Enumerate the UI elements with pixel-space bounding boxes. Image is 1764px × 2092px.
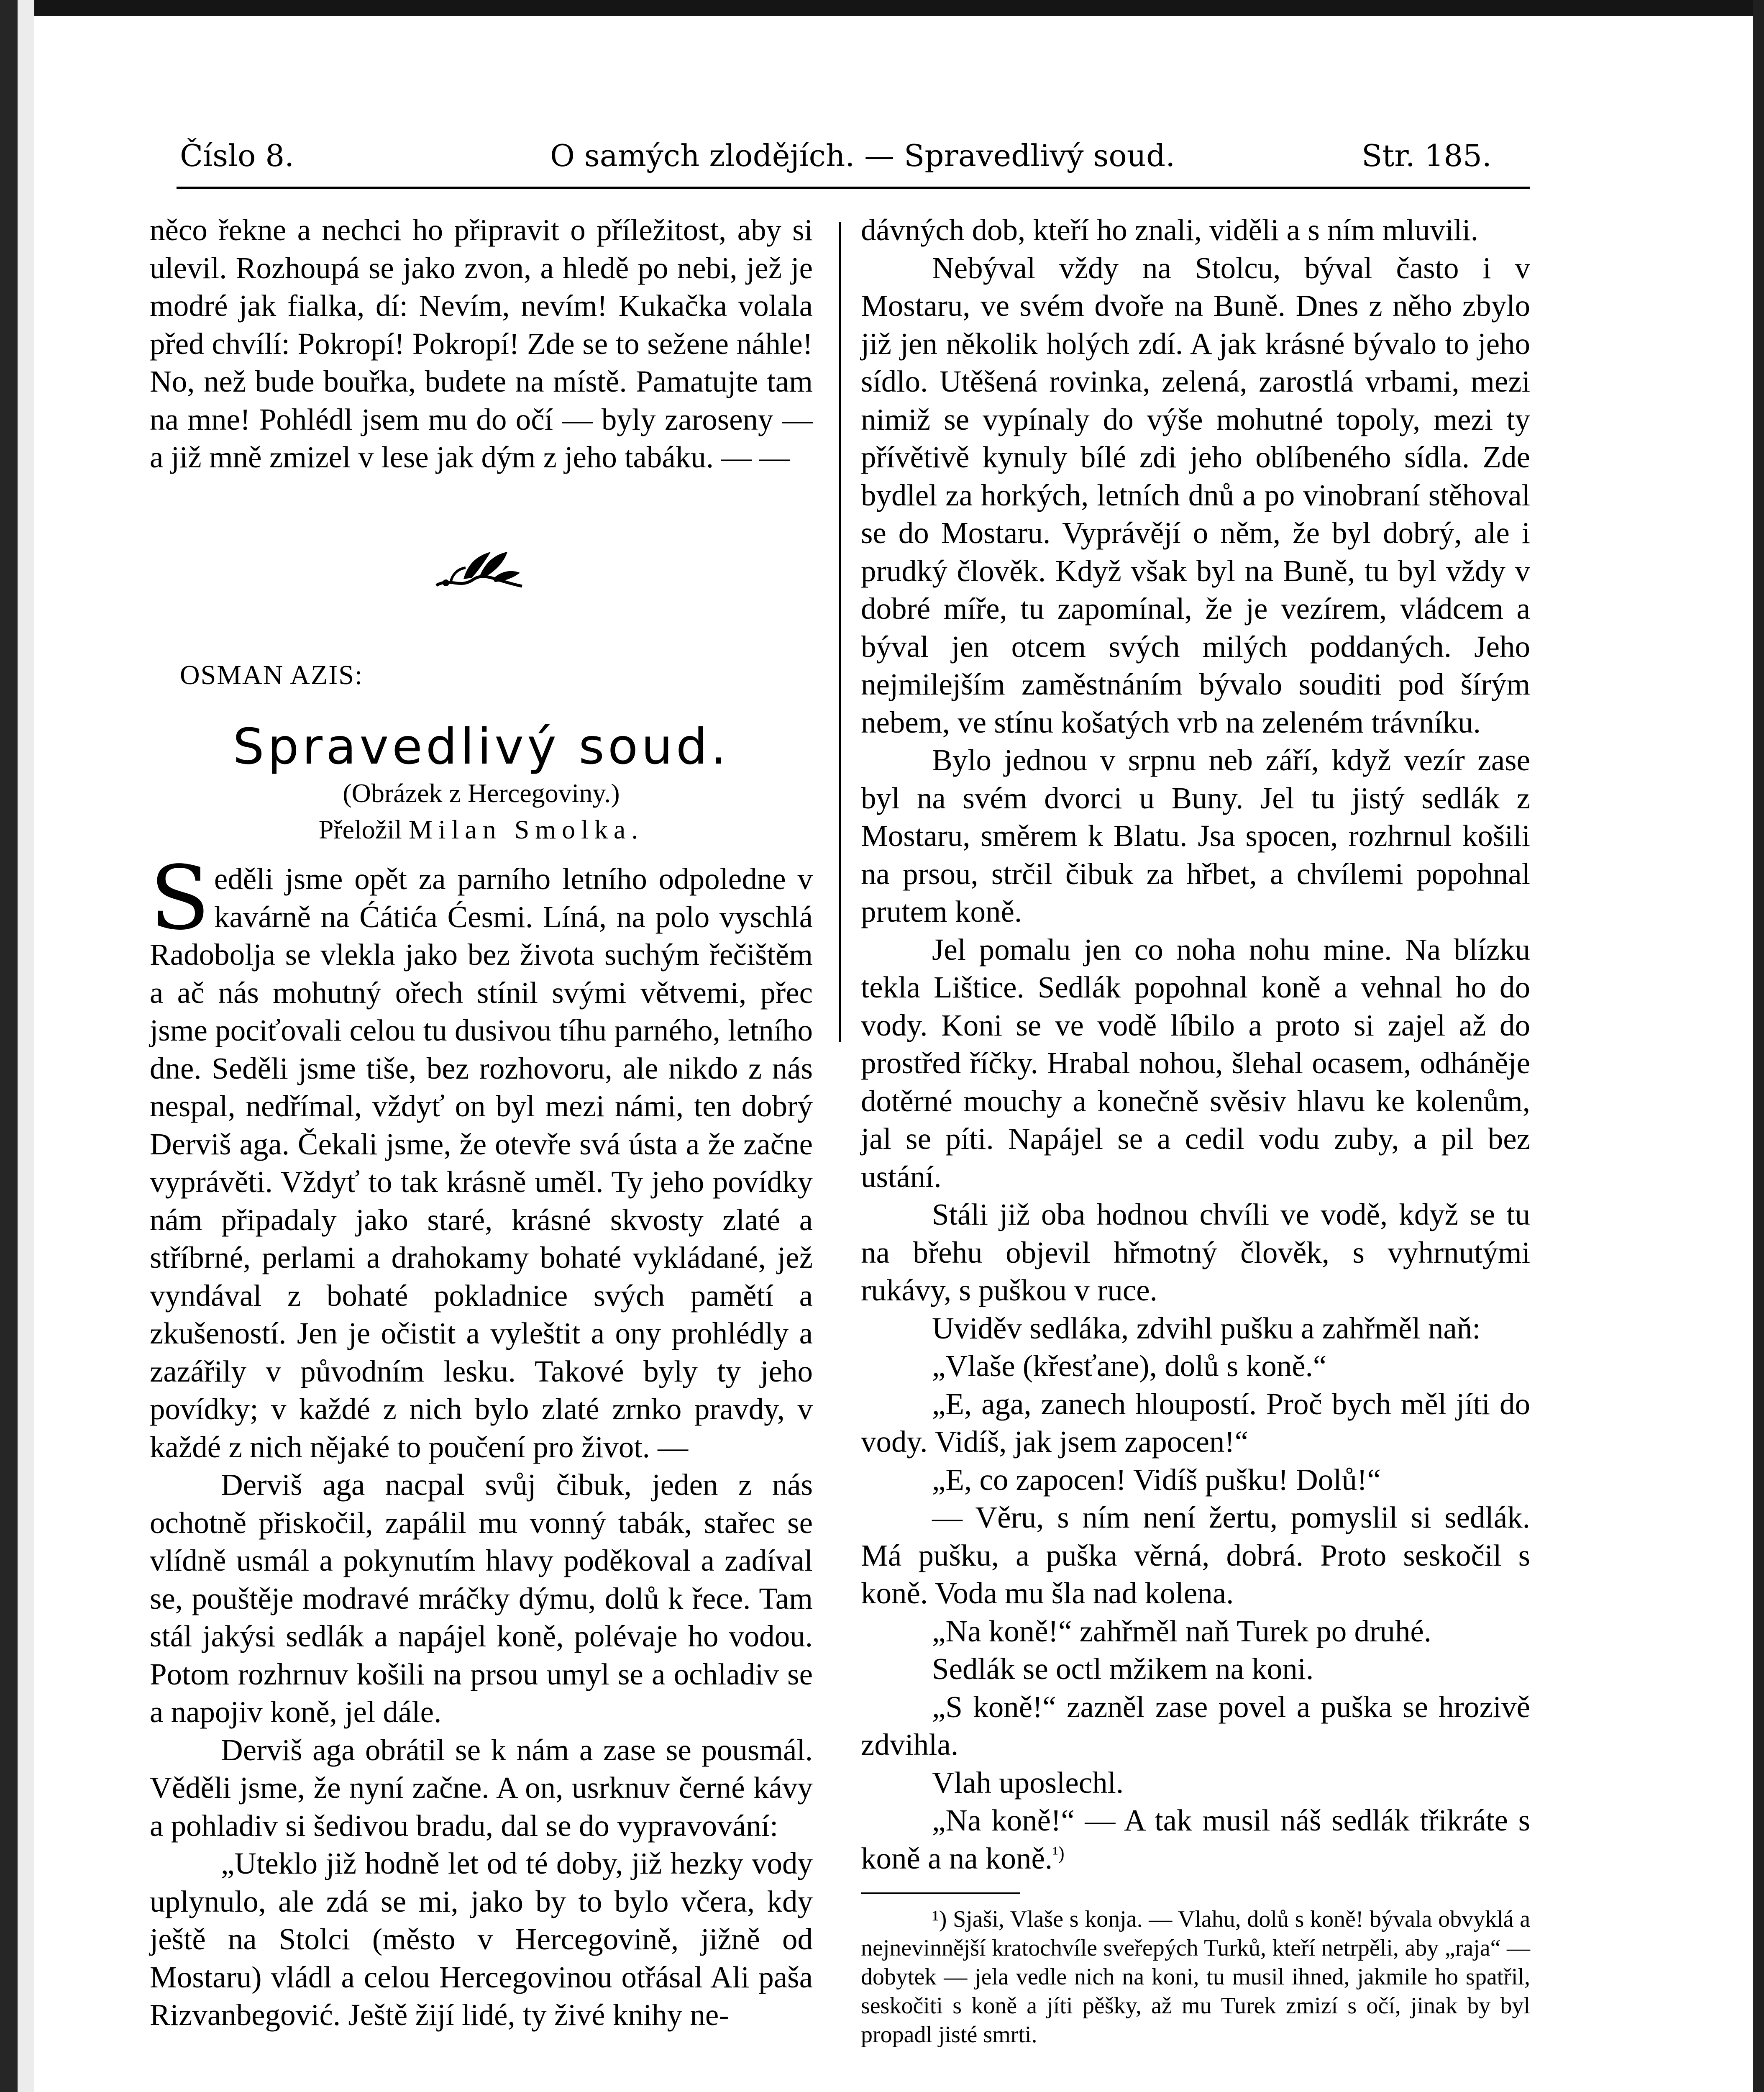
dialogue-line: „E, aga, zanech hloupostí. Proč bych měl jíti do vody. Vidíš, jak jsem zapocen!“: [861, 1387, 1530, 1459]
dialogue-line: „S koně!“ zazněl zase povel a puška se hrozivě zdvihla.: [861, 1689, 1530, 1761]
scan-edge-right: [1753, 0, 1764, 2092]
opening-paragraph: [150, 847, 813, 1466]
footnote: [861, 1905, 1530, 2049]
footnote-reference: ¹): [1052, 1842, 1065, 1864]
paragraph: Vlah uposlechl.: [932, 1765, 1124, 1800]
left-column: [150, 211, 813, 2034]
translator-credit: [150, 811, 813, 849]
translator-name: Milan Smolka.: [408, 815, 644, 844]
paragraph: Sedlák se octl mžikem na koni.: [932, 1652, 1314, 1686]
article-title: Spravedlivý soud.: [233, 718, 730, 775]
vine-flourish-icon: [434, 539, 526, 594]
dialogue-text: „Na koně!“ — A tak musil náš sedlák třikráte s koně a na koně.: [861, 1803, 1530, 1875]
header-rule: [177, 187, 1530, 189]
footnote-marker: ¹): [932, 1906, 947, 1932]
paragraph: Stáli již oba hodnou chvíli ve vodě, když se tu na břehu objevil hřmotný člověk, s vyhrnutými rukávy, s puškou v ruce.: [861, 1197, 1530, 1307]
paragraph: něco řekne a nechci ho připravit o příležitost, aby si ulevil. Rozhoupá se jako zvon, a hledě po nebi, jež je modré jak fialka, dí: Nevím, nevím! Kukačka volala před chvílí: Pokropí! Pokropí! Zde se to sežene náhle! No, než bude bouřka, budete na místě. Pamatujte tam na mne! Pohlédl jsem mu do očí — byly zaroseny — a již mně zmizel v lese jak dým z jeho tabáku. — —: [150, 213, 813, 474]
article-subtitle: (Obrázek z Hercegoviny.): [343, 778, 620, 808]
running-title: O samých zlodějích. — Spravedlivý soud.: [550, 138, 1175, 173]
dialogue-line: „Na koně!“ zahřměl naň Turek po druhé.: [932, 1614, 1431, 1648]
scan-edge-top: [0, 0, 1764, 16]
drop-cap: S: [150, 847, 210, 949]
paragraph: Jel pomalu jen co noha nohu mine. Na blízku tekla Lištice. Sedlák popohnal koně a vehnal ho do vody. Koni se ve vodě líbilo a proto si zajel až do prostřed říčky. Hrabal nohou, šlehal ocasem, odháněje dotěrné mouchy a konečně svěsiv hlavu ke kolenům, jal se píti. Napájel se a cedil vodu zuby, a pil bez ustání.: [861, 932, 1530, 1194]
paragraph: Derviš aga nacpal svůj čibuk, jeden z nás ochotně přiskočil, zapálil mu vonný tabák, stařec se vlídně usmál a pokynutím hlavy poděkoval a zadíval se, pouštěje modravé mráčky dýmu, dolů k řece. Tam stál jakýsi sedlák a napájel koně, polévaje ho vodou. Potom rozhrnuv košili na prsou umyl se a ochladiv se a napojiv koně, jel dále.: [150, 1468, 813, 1729]
translator-prefix: Přeložil: [318, 815, 402, 844]
paragraph: „Uteklo již hodně let od té doby, již hezky vody uplynulo, ale zdá se mi, jako by to bylo včera, kdy ještě na Stolci (město v Hercegovině, jižně od Mostaru) vládl a celou Hercegovinou otřásal Ali paša Rizvanbegović. Ještě žijí lidé, ty živé knihy ne-: [150, 1846, 813, 2032]
opening-text: eděli jsme opět za parního letního odpoledne v kavárně na Ćátića Ćesmi. Líná, na polo vyschlá Radobolja se vlekla jako bez života suchým řečištěm a ač nás mohutný ořech stínil svými větvemi, přec jsme pociťovali celou tu dusivou tíhu parného, letního dne. Seděli jsme tiše, bez rozhovoru, ale nikdo z nás nespal, nedřímal, vždyť on byl mezi námi, ten dobrý Derviš aga. Čekali jsme, že otevře svá ústa a že začne vyprávěti. Vždyť to tak krásně uměl. Ty jeho povídky nám připadaly jako staré, krásné skvosty zlaté a stříbrné, perlami a drahokamy bohaté vykládané, jež vyndával z bohaté pokladnice svých pamětí a zkušeností. Jen je očistit a vyleštit a ony prohlédly a zazářily v původním lesku. Takové byly ty jeho povídky; v každé z nich bylo zlaté zrnko pravdy, v každé z nich nějaké to poučení pro život. —: [150, 862, 813, 1464]
issue-number: Číslo 8.: [180, 138, 294, 173]
paragraph: Bylo jednou v srpnu neb září, když vezír zase byl na svém dvorci u Buny. Jel tu jistý sedlák z Mostaru, směrem k Blatu. Jsa spocen, rozhrnul košili na prsou, strčil čibuk za hřbet, a chvílemi popohnal prutem koně.: [861, 743, 1530, 928]
dialogue-line: „E, co zapocen! Vidíš pušku! Dolů!“: [932, 1462, 1381, 1497]
right-column: [861, 211, 1530, 2049]
scan-edge-left-shadow: [18, 0, 34, 2092]
article-author: OSMAN AZIS:: [180, 659, 364, 690]
paragraph: — Věru, s ním není žertu, pomyslil si sedlák. Má pušku, a puška věrná, dobrá. Proto seskočil s koně. Voda mu šla nad kolena.: [861, 1500, 1530, 1610]
footnote-rule: [861, 1892, 1020, 1894]
paragraph: Derviš aga obrátil se k nám a zase se pousmál. Věděli jsme, že nyní začne. A on, usrknuv černé kávy a pohladiv si šedivou bradu, dal se do vypravování:: [150, 1733, 813, 1843]
footnote-text: Sjaši, Vlaše s konja. — Vlahu, dolů s koně! bývala obvyklá a nejnevinnější kratochvíle sveřepých Turků, kteří netrpěli, aby „raja“ — dobytek — jela vedle nich na koni, tu musil ihned, jakmile ho spatřil, seskočiti s koně a jíti pěšky, až mu Turek zmizí s očí, jinak by byl propadl jisté smrti.: [861, 1906, 1531, 2048]
dialogue-line: [861, 1802, 1530, 1877]
dialogue-line: „Vlaše (křesťane), dolů s koně.“: [932, 1349, 1327, 1383]
paragraph: dávných dob, kteří ho znali, viděli a s ním mluvili.: [861, 213, 1478, 247]
page-number: Str. 185.: [1362, 138, 1492, 173]
scan-edge-left: [0, 0, 18, 2092]
column-divider: [839, 222, 841, 1042]
paragraph: Nebýval vždy na Stolcu, býval často i v Mostaru, ve svém dvoře na Buně. Dnes z něho zbylo již jen několik holých zdí. A jak krásné bývalo to jeho sídlo. Utěšená rovinka, zelená, zarostlá vrbami, mezi nimiž se vypínaly do výše mohutné topoly, mezi ty přívětivě kynuly bílé zdi jeho oblíbeného sídla. Zde bydlel za horkých, letních dnů a po vinobraní stěhoval se do Mostaru. Vyprávějí o něm, že byl dobrý, ale i prudký člověk. Když však byl na Buně, tu byl vždy v dobré míře, tu zapomínal, že je vezírem, vládcem a býval jen otcem svých milých poddaných. Jeho nejmilejším zaměstnáním bývalo souditi pod šírým nebem, ve stínu košatých vrb na zeleném trávníku.: [861, 251, 1530, 739]
paragraph: Uviděv sedláka, zdvihl pušku a zahřměl naň:: [932, 1311, 1481, 1345]
